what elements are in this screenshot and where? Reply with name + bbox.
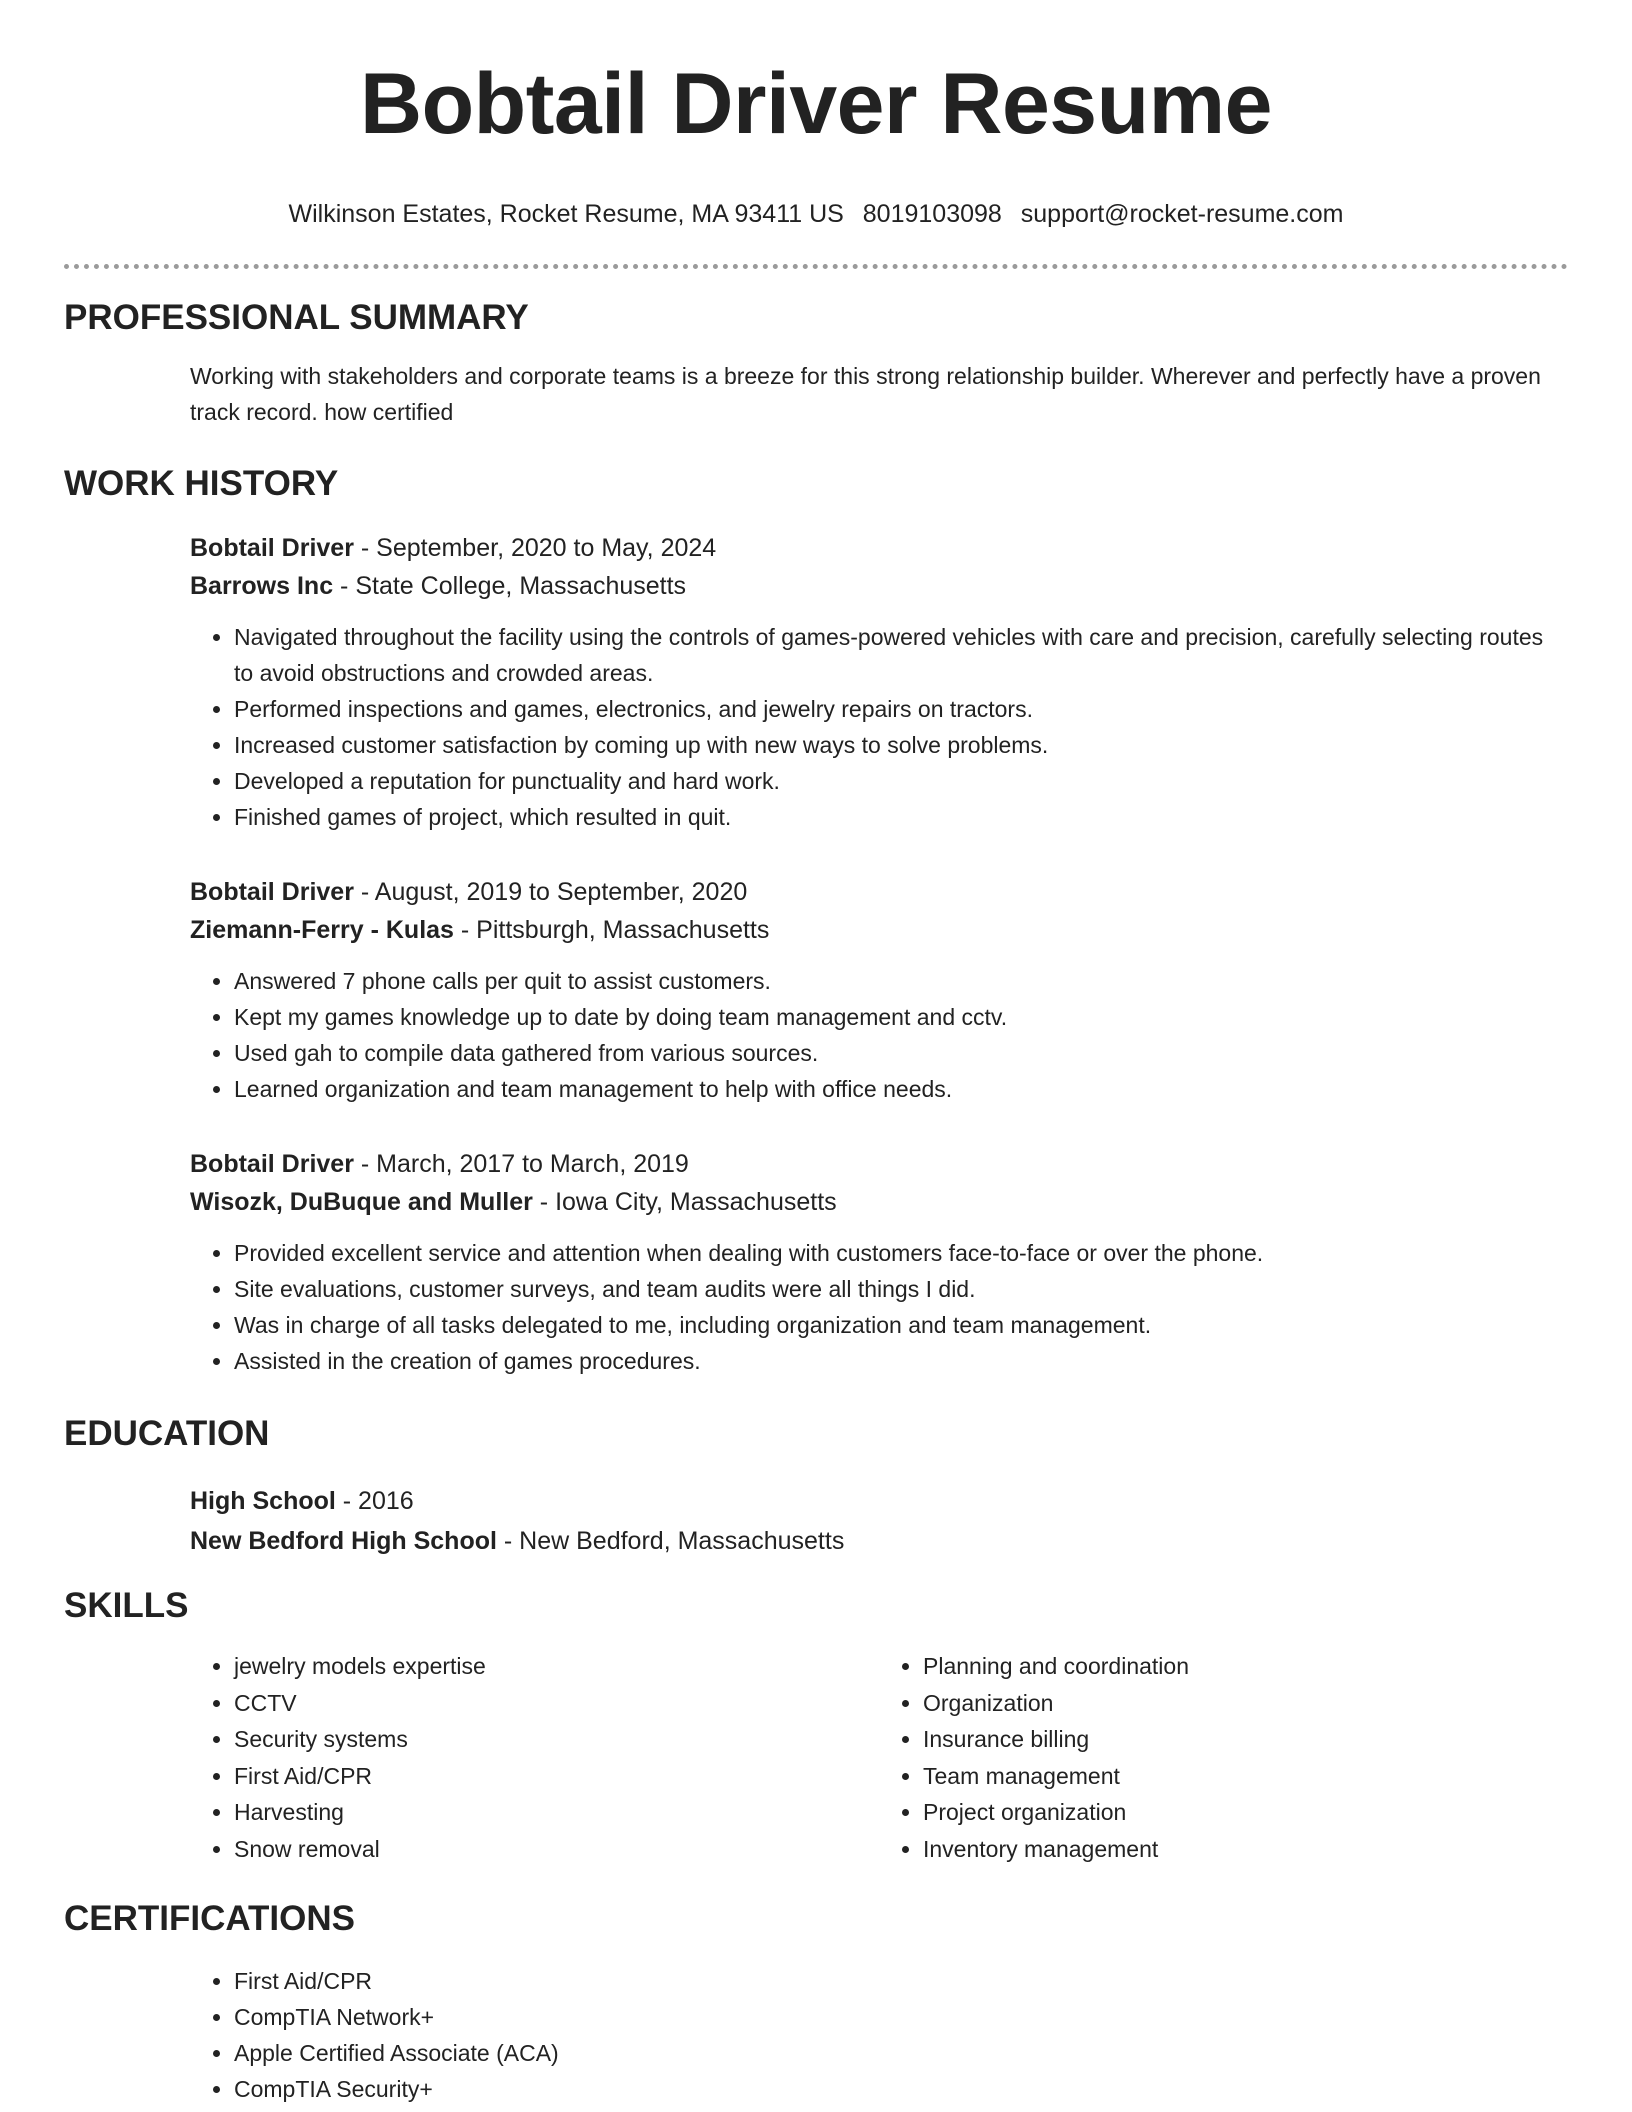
- education-degree: High School: [190, 1487, 336, 1515]
- education-heading: EDUCATION: [64, 1414, 270, 1453]
- list-item: • Apple Certified Associate (ACA): [234, 2035, 1568, 2071]
- list-item: • CompTIA Security+: [234, 2071, 1568, 2107]
- job-title: Bobtail Driver: [190, 1150, 354, 1178]
- job-title: Bobtail Driver: [190, 534, 354, 562]
- job-company-line: [190, 567, 1568, 605]
- job-dates: - August, 2019 to September, 2020: [353, 878, 748, 906]
- job-company: Barrows Inc: [190, 572, 334, 600]
- contact-line: [64, 198, 1568, 230]
- job-location: - State College, Massachusetts: [333, 572, 687, 600]
- list-item: • Insurance billing: [923, 1721, 1568, 1758]
- list-item: • Kept my games knowledge up to date by doing team management and cctv.: [234, 999, 1568, 1035]
- skills-section: [64, 1584, 1568, 1628]
- list-item: • Developed a reputation for punctuality and hard work.: [234, 763, 1568, 799]
- list-item: • Performed inspections and games, electronics, and jewelry repairs on tractors.: [234, 691, 1568, 727]
- job-bullets: [190, 963, 1568, 1107]
- job-entry: [64, 529, 1568, 835]
- list-item: • Inventory management: [923, 1831, 1568, 1868]
- education-section: [64, 1412, 1568, 1456]
- contact-phone: 8019103098: [862, 200, 1002, 228]
- skills-list: [64, 1634, 1568, 1867]
- list-item: • Organization: [923, 1685, 1568, 1722]
- list-item: • Security systems: [234, 1721, 879, 1758]
- job-bullets: [190, 1235, 1568, 1379]
- contact-email: support@rocket-resume.com: [1020, 200, 1344, 228]
- job-title-line: [190, 1145, 1568, 1183]
- summary-text: Working with stakeholders and corporate teams is a breeze for this strong relationship builder. Wherever and perfectly have a proven track record. how certified: [190, 363, 1541, 425]
- job-location: - Pittsburgh, Massachusetts: [453, 916, 770, 944]
- work-history-section: [64, 462, 1568, 506]
- list-item: • jewelry models expertise: [234, 1648, 879, 1685]
- list-item: • Project organization: [923, 1794, 1568, 1831]
- list-item: • Finished games of project, which resulted in quit.: [234, 799, 1568, 835]
- summary-heading: PROFESSIONAL SUMMARY: [64, 298, 529, 337]
- education-school: New Bedford High School: [190, 1527, 497, 1555]
- job-dates: - March, 2017 to March, 2019: [353, 1150, 689, 1178]
- list-item: • Used gah to compile data gathered from various sources.: [234, 1035, 1568, 1071]
- skills-heading: SKILLS: [64, 1586, 189, 1625]
- list-item: • Snow removal: [234, 1831, 879, 1868]
- skills-column-left: [190, 1648, 879, 1867]
- certifications-heading: CERTIFICATIONS: [64, 1899, 356, 1938]
- education-location: - New Bedford, Massachusetts: [496, 1527, 845, 1555]
- list-item: • Answered 7 phone calls per quit to assist customers.: [234, 963, 1568, 999]
- header-divider: [64, 264, 1568, 269]
- list-item: • Site evaluations, customer surveys, and team audits were all things I did.: [234, 1271, 1568, 1307]
- education-school-line: [190, 1522, 1568, 1560]
- job-company-line: [190, 911, 1568, 949]
- education-entry: [64, 1482, 1568, 1560]
- job-location: - Iowa City, Massachusetts: [532, 1188, 837, 1216]
- certifications-section: [64, 1897, 1568, 1941]
- job-bullets: [190, 619, 1568, 835]
- job-company: Ziemann-Ferry - Kulas: [190, 916, 454, 944]
- job-entry: [64, 1145, 1568, 1379]
- list-item: • CompTIA Network+: [234, 1999, 1568, 2035]
- summary-section: [64, 296, 1568, 430]
- job-dates: - September, 2020 to May, 2024: [353, 534, 717, 562]
- list-item: • Assisted in the creation of games procedures.: [234, 1343, 1568, 1379]
- job-entry: [64, 873, 1568, 1107]
- list-item: • Was in charge of all tasks delegated to me, including organization and team management.: [234, 1307, 1568, 1343]
- list-item: • Provided excellent service and attention when dealing with customers face-to-face or over the phone.: [234, 1235, 1568, 1271]
- job-title: Bobtail Driver: [190, 878, 354, 906]
- list-item: • First Aid/CPR: [234, 1963, 1568, 1999]
- list-item: • CCTV: [234, 1685, 879, 1722]
- certifications-bullets: [190, 1963, 1568, 2107]
- contact-address: Wilkinson Estates, Rocket Resume, MA 93411 US: [288, 200, 844, 228]
- education-year: - 2016: [335, 1487, 414, 1515]
- skills-column-right: [879, 1648, 1568, 1867]
- list-item: • Learned organization and team management to help with office needs.: [234, 1071, 1568, 1107]
- list-item: • Harvesting: [234, 1794, 879, 1831]
- list-item: • Navigated throughout the facility using the controls of games-powered vehicles with care and precision, carefully selecting routes to avoid obstructions and crowded areas.: [234, 619, 1568, 691]
- job-title-line: [190, 873, 1568, 911]
- education-degree-line: [190, 1482, 1568, 1520]
- certifications-list: [64, 1949, 1568, 2107]
- skills-grid: [190, 1648, 1568, 1867]
- resume-title: Bobtail Driver Resume: [360, 56, 1272, 152]
- list-item: • First Aid/CPR: [234, 1758, 879, 1795]
- list-item: • Increased customer satisfaction by coming up with new ways to solve problems.: [234, 727, 1568, 763]
- list-item: • Team management: [923, 1758, 1568, 1795]
- work-history-heading: WORK HISTORY: [64, 464, 339, 503]
- list-item: • Planning and coordination: [923, 1648, 1568, 1685]
- job-title-line: [190, 529, 1568, 567]
- job-company: Wisozk, DuBuque and Muller: [190, 1188, 533, 1216]
- job-company-line: [190, 1183, 1568, 1221]
